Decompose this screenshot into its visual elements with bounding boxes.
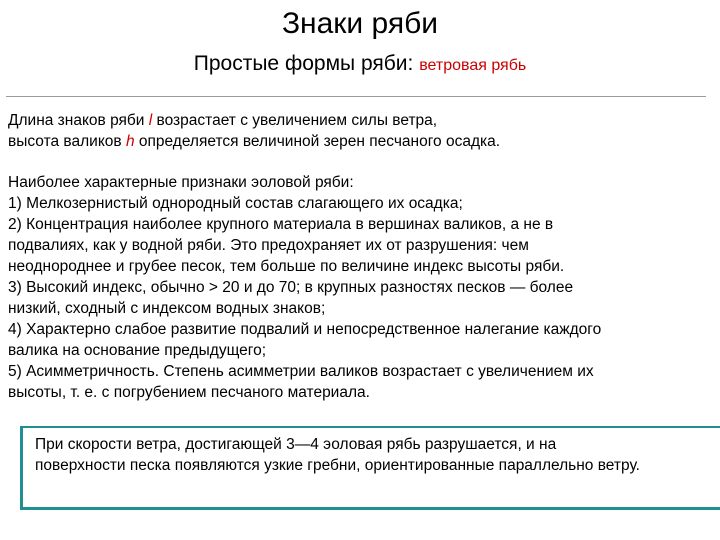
variable-l: l [148, 112, 153, 129]
intro-line-1 [8, 112, 437, 129]
intro-paragraph [8, 110, 708, 152]
slide-title: Знаки ряби [281, 7, 439, 40]
list-item: подвалиях, как у водной ряби. Это предохраняет их от разрушения: чем [8, 237, 529, 254]
list-item: валика на основание предыдущего; [8, 342, 267, 359]
callout-text [35, 434, 720, 476]
callout-line: поверхности песка появляются узкие гребни, ориентированные параллельно ветру. [35, 457, 640, 474]
divider-line [6, 96, 706, 97]
features-list [8, 172, 712, 403]
callout-box [20, 426, 720, 510]
intro-line-2 [8, 133, 500, 150]
subtitle-main: Простые формы ряби: [193, 52, 420, 75]
intro-text: возрастает с увеличением силы ветра, [152, 112, 438, 129]
list-item: высоты, т. е. с погрубением песчаного материала. [8, 384, 370, 401]
list-item: неоднороднее и грубее песок, тем больше по величине индекс высоты ряби. [8, 258, 565, 275]
callout-line: При скорости ветра, достигающей 3—4 эоловая рябь разрушается, и на [35, 436, 557, 453]
list-item: 4) Характерно слабое развитие подвалий и непосредственное налегание каждого [8, 321, 602, 338]
list-item: 3) Высокий индекс, обычно > 20 и до 70; в крупных разностях песков — более [8, 279, 574, 296]
subtitle-accent: ветровая рябь [419, 57, 527, 74]
list-item: низкий, сходный с индексом водных знаков; [8, 300, 326, 317]
list-item: 2) Концентрация наиболее крупного материала в вершинах валиков, а не в [8, 216, 554, 233]
list-item: 1) Мелкозернистый однородный состав слагающего их осадка; [8, 195, 463, 212]
intro-text: определяется величиной зерен песчаного осадка. [134, 133, 501, 150]
slide-subtitle [0, 50, 720, 80]
intro-text: Длина знаков ряби [8, 112, 149, 129]
list-item: 5) Асимметричность. Степень асимметрии валиков возрастает с увеличением их [8, 363, 594, 380]
intro-text: высота валиков [8, 133, 126, 150]
variable-h: h [125, 133, 135, 150]
features-heading: Наиболее характерные признаки эоловой ряби: [8, 174, 354, 191]
